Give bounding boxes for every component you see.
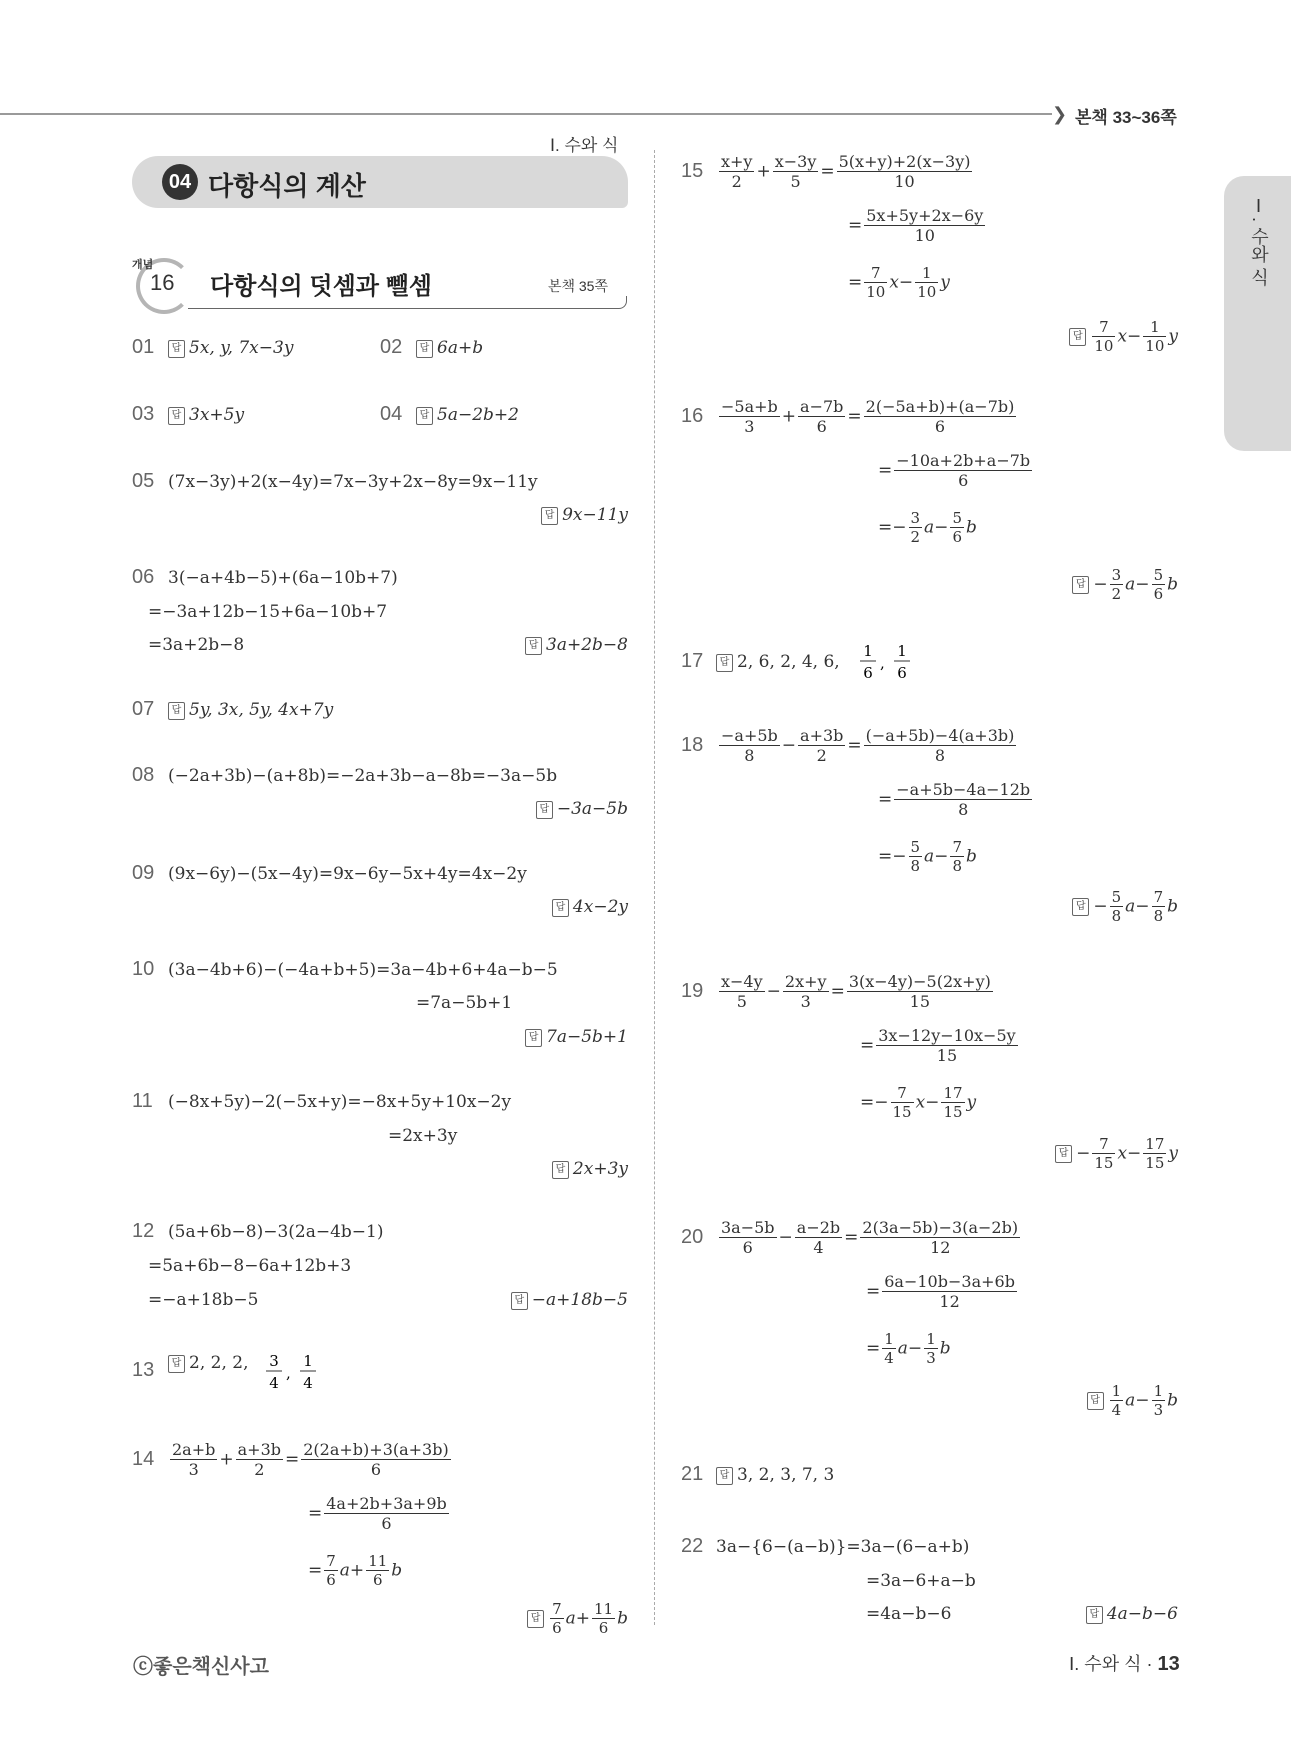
solution-line: = $\frac{-a+5b-4a-12b}{8}$ [878, 780, 1031, 819]
fraction-denominator: 15 [909, 992, 930, 1011]
problem-number: 06 [132, 566, 155, 588]
solution-line: = $\frac{3x-12y-10x-5y}{15}$ [860, 1026, 1016, 1065]
answer: 답 − $\frac{7}{15}$ x− $\frac{17}{15}$ y [1055, 1135, 1178, 1172]
solution-line: $\frac{-a+5b}{8}$ − $\frac{a+3b}{2}$ = $\frac{(-a+5b)-4(a+3b)}{8}$ [721, 726, 1015, 765]
concept-heading [132, 256, 628, 310]
fraction-denominator: 3 [926, 1349, 936, 1367]
fraction-numerator: a−7b [800, 397, 844, 416]
fraction-numerator: x−4y [721, 972, 763, 991]
answer [716, 1465, 834, 1485]
solution-line: =3a+2b−8 [148, 635, 245, 655]
answer-text: 7a−5b+1 [546, 1027, 628, 1047]
variable: b [617, 1608, 628, 1629]
fraction-numerator: 1 [884, 1330, 894, 1348]
fraction-numerator: 2(2a+b)+3(a+3b) [303, 1440, 449, 1459]
fraction-numerator: 3 [1111, 566, 1122, 584]
variable: b [965, 846, 977, 867]
solution-line: $\frac{x+y}{2}$ + $\frac{x-3y}{5}$ = $\frac{5(x+y)+2(x-3y)}{10}$ [721, 152, 971, 191]
solution-line: =−3a+12b−15+6a−10b+7 [148, 602, 388, 622]
fraction-numerator: 5 [1153, 566, 1164, 584]
fraction-denominator: 15 [1145, 1154, 1165, 1172]
answer-icon: 답 [541, 507, 558, 525]
answer [416, 338, 483, 358]
fraction-denominator: 4 [1111, 1401, 1122, 1419]
variable: b [965, 517, 977, 538]
answer [541, 505, 628, 525]
answer-text: 4x−2y [572, 897, 628, 917]
concept-ref: 본책 35쪽 [547, 278, 608, 294]
answer-text: 9x−11y [562, 505, 628, 525]
fraction-numerator: 3 [910, 509, 921, 527]
variable: x− [915, 1092, 940, 1113]
solution-line: = $\frac{1}{4}$ a− $\frac{1}{3}$ b [866, 1330, 951, 1367]
problem-number: 03 [132, 403, 155, 425]
variable: a− [1125, 896, 1150, 917]
solution-line: =− $\frac{5}{8}$ a− $\frac{7}{8}$ b [878, 838, 977, 875]
solution-line: = $\frac{7}{10}$ x− $\frac{1}{10}$ y [848, 264, 950, 301]
fraction-denominator: 5 [790, 172, 801, 191]
chapter-banner [132, 156, 628, 208]
solution-line: =2x+3y [388, 1126, 458, 1146]
page-number: 13 [1157, 1653, 1180, 1675]
variable: y [1168, 1143, 1178, 1164]
fraction-numerator: 6a−10b−3a+6b [884, 1272, 1015, 1291]
fraction-numerator: a−2b [796, 1218, 841, 1237]
fraction-numerator: 2x+y [784, 972, 827, 991]
answer-text: 2, 6, 2, 4, 6, [737, 652, 840, 672]
chapter-number: 04 [162, 164, 198, 200]
fraction-denominator: 6 [552, 1619, 562, 1637]
fraction-numerator: 2(−5a+b)+(a−7b) [865, 397, 1015, 416]
variable: y [1168, 326, 1178, 347]
fraction-numerator: −10a+2b+a−7b [896, 451, 1031, 470]
fraction-numerator: 5 [952, 509, 962, 527]
fraction-denominator: 8 [952, 857, 962, 875]
chapter-title: 다항식의 계산 [208, 171, 366, 201]
fraction-denominator: 3 [1153, 1401, 1164, 1419]
solution-line: = $\frac{7}{6}$ a+ $\frac{11}{6}$ b [308, 1552, 403, 1589]
concept-title: 다항식의 덧셈과 뺄셈 [210, 273, 432, 300]
fraction-denominator: 15 [936, 1046, 958, 1065]
answer-text: 2x+3y [572, 1159, 628, 1179]
solution-line: =− $\frac{3}{2}$ a− $\frac{5}{6}$ b [878, 509, 977, 546]
fraction-denominator: 4 [813, 1238, 824, 1257]
answer [552, 897, 628, 917]
solution-line: $\frac{-5a+b}{3}$ + $\frac{a-7b}{6}$ = $\frac{2(-5a+b)+(a-7b)}{6}$ [721, 397, 1015, 436]
problem-number: 17 [681, 650, 704, 672]
fraction-denominator: 3 [744, 417, 755, 436]
fraction-numerator: 7 [891, 1084, 914, 1103]
fraction-numerator: a+3b [237, 1440, 281, 1459]
answer-icon: 답 [168, 407, 185, 425]
fraction-numerator: 3a−5b [721, 1218, 775, 1237]
variable: y [940, 272, 950, 293]
fraction-numerator: 7 [1092, 318, 1115, 337]
fraction-numerator: 7 [1092, 1135, 1115, 1154]
variable: x− [1117, 1143, 1142, 1164]
variable: a− [924, 846, 949, 867]
answer [1086, 1604, 1178, 1624]
fraction-denominator: 12 [930, 1238, 951, 1257]
variable: b [1167, 1390, 1178, 1411]
problem-number: 13 [132, 1359, 155, 1381]
fraction-num: 1 [863, 642, 873, 660]
fraction-numerator: 1 [1143, 318, 1166, 337]
fraction-numerator: 5 [910, 838, 921, 856]
answer-text: 5a−2b+2 [437, 405, 519, 425]
variable: a+ [339, 1560, 365, 1581]
fraction-denominator: 6 [934, 417, 946, 436]
fraction-denominator: 10 [866, 283, 886, 301]
fraction-numerator: 7 [864, 264, 887, 283]
fraction-numerator: 11 [594, 1600, 614, 1618]
svg-text:,: , [880, 654, 885, 672]
solution-line: 3(−a+4b−5)+(6a−10b+7) [168, 568, 398, 588]
fraction-denominator: 6 [816, 417, 827, 436]
fraction-denominator: 6 [372, 1571, 383, 1589]
variable: a− [1125, 1390, 1150, 1411]
fraction-numerator: 5x+5y+2x−6y [866, 206, 984, 225]
fraction-denominator: 8 [744, 746, 755, 765]
variable: b [1167, 896, 1178, 917]
answer: 답 − $\frac{3}{2}$ a− $\frac{5}{6}$ b [1072, 566, 1178, 603]
variable: a+ [565, 1608, 591, 1629]
solution-line: =7a−5b+1 [416, 993, 513, 1013]
solution-line: =4a−b−6 [866, 1604, 952, 1624]
fraction-denominator: 3 [188, 1460, 199, 1479]
book-page-ref: 본책 33~36쪽 [1075, 108, 1177, 127]
answer [1069, 318, 1178, 355]
problem-number: 11 [132, 1090, 153, 1112]
fraction-denominator: 6 [742, 1238, 753, 1257]
answer-fractions [856, 638, 916, 688]
fraction-denominator: 8 [958, 800, 969, 819]
answer [168, 405, 244, 425]
fraction-numerator: 2a+b [172, 1440, 216, 1459]
solution-line: $\frac{2a+b}{3}$ + $\frac{a+3b}{2}$ = $\frac{2(2a+b)+3(a+3b)}{6}$ [172, 1440, 449, 1479]
answer-text: 5y, 3x, 5y, 4x+7y [189, 700, 334, 720]
answer-icon: 답 [1086, 1606, 1103, 1624]
answer-text: 6a+b [437, 338, 484, 358]
fraction-denominator: 6 [952, 528, 962, 546]
answer [416, 405, 519, 425]
answer-icon: 답 [527, 1610, 544, 1628]
answer-icon: 답 [168, 1355, 185, 1373]
solution-line: = $\frac{6a-10b-3a+6b}{12}$ [866, 1272, 1015, 1311]
variable: b [391, 1560, 403, 1581]
problem-number: 22 [681, 1535, 704, 1557]
fraction-denominator: 8 [1111, 907, 1122, 925]
svg-text:,: , [286, 1364, 291, 1382]
header-rule [0, 113, 1052, 115]
answer-icon: 답 [552, 1161, 569, 1179]
solution-line: (9x−6y)−(5x−4y)=9x−6y−5x+4y=4x−2y [168, 864, 527, 884]
answer [552, 1159, 628, 1179]
problem-number: 21 [681, 1463, 704, 1485]
fraction-denominator: 15 [892, 1103, 912, 1121]
problem-number: 10 [132, 958, 155, 980]
fraction-numerator: a+3b [800, 726, 844, 745]
fraction-denominator: 6 [326, 1571, 336, 1589]
fraction-denominator: 10 [917, 283, 937, 301]
fraction-numerator: 17 [1145, 1135, 1165, 1153]
fraction-denominator: 12 [939, 1292, 960, 1311]
column-divider [654, 150, 655, 1625]
fraction-numerator: 17 [943, 1084, 963, 1102]
answer-icon: 답 [536, 801, 553, 819]
fraction-numerator: 7 [1153, 888, 1164, 906]
fraction-denominator: 15 [943, 1103, 963, 1121]
variable: a− [1125, 574, 1150, 595]
fraction-denominator: 2 [731, 172, 742, 191]
variable: b [1167, 574, 1178, 595]
variable: y [966, 1092, 977, 1113]
fraction-numerator: −a+5b [721, 726, 778, 745]
footer-section: Ⅰ. 수와 식 · [1069, 1654, 1153, 1674]
footer-page [1069, 1650, 1180, 1676]
fraction-denominator: 10 [1094, 337, 1114, 355]
problem-number: 19 [681, 980, 704, 1002]
fraction-numerator: 3x−12y−10x−5y [878, 1026, 1016, 1045]
variable: x− [1117, 326, 1142, 347]
problem-number: 20 [681, 1226, 704, 1248]
variable: a− [924, 517, 949, 538]
solution-line: =3a−6+a−b [866, 1571, 976, 1591]
answer-icon: 답 [716, 654, 733, 672]
fraction-denominator: 6 [381, 1514, 392, 1533]
problem-number: 15 [681, 160, 704, 182]
fraction-denominator: 3 [800, 992, 811, 1011]
fraction-denominator: 6 [598, 1619, 609, 1637]
solution-line: = $\frac{-10a+2b+a-7b}{6}$ [878, 451, 1031, 490]
fraction-denominator: 8 [1153, 907, 1164, 925]
fraction-den: 6 [897, 664, 907, 682]
answer [511, 1290, 628, 1310]
answer-icon: 답 [525, 1029, 542, 1047]
answer [525, 1027, 628, 1047]
solution-line: $\frac{x-4y}{5}$ − $\frac{2x+y}{3}$ = $\frac{3(x-4y)-5(2x+y)}{15}$ [721, 972, 991, 1011]
concept-label: 개념 [132, 259, 154, 271]
fraction-denominator: 5 [736, 992, 747, 1011]
fraction-denominator: 8 [934, 746, 946, 765]
answer-text: 3, 2, 3, 7, 3 [737, 1465, 835, 1485]
solution-line: = $\frac{4a+2b+3a+9b}{6}$ [308, 1494, 447, 1533]
fraction-numerator: (−a+5b)−4(a+3b) [865, 726, 1015, 745]
variable: b [939, 1338, 951, 1359]
problem-number: 05 [132, 470, 155, 492]
fraction-denominator: 6 [1153, 585, 1164, 603]
fraction-numerator: 2(3a−5b)−3(a−2b) [862, 1218, 1019, 1237]
solution-line: =5a+6b−8−6a+12b+3 [148, 1256, 352, 1276]
solution-line: (3a−4b+6)−(−4a+b+5)=3a−4b+6+4a−b−5 [168, 960, 558, 980]
problem-number: 01 [132, 336, 155, 358]
solution-line: (7x−3y)+2(x−4y)=7x−3y+2x−8y=9x−11y [168, 472, 538, 492]
answer-icon: 답 [1055, 1145, 1072, 1163]
fraction-numerator: x−3y [774, 152, 817, 171]
answer-icon: 답 [1069, 328, 1086, 346]
fraction-numerator: 1 [1153, 1382, 1164, 1400]
problem-number: 18 [681, 734, 704, 756]
answer-icon: 답 [168, 340, 185, 358]
answer-text: 3a+2b−8 [546, 635, 628, 655]
solution-line: 3a−{6−(a−b)}=3a−(6−a+b) [716, 1537, 970, 1557]
answer-icon: 답 [1072, 898, 1089, 916]
fraction-numerator: 7 [326, 1552, 336, 1570]
fraction-num: 1 [897, 642, 907, 660]
answer-icon: 답 [511, 1292, 528, 1310]
fraction-denominator: 15 [1094, 1154, 1114, 1172]
side-tab[interactable] [1224, 176, 1291, 451]
answer-icon: 답 [416, 407, 433, 425]
answer [536, 799, 628, 819]
solution-line: (5a+6b−8)−3(2a−4b−1) [168, 1222, 384, 1242]
fraction-numerator: 5 [1111, 888, 1122, 906]
fraction-numerator: 1 [1111, 1382, 1122, 1400]
fraction-denominator: 10 [1145, 337, 1165, 355]
fraction-num: 1 [303, 1352, 313, 1370]
answer [716, 652, 840, 672]
fraction-denominator: 10 [894, 172, 915, 191]
answer [168, 338, 293, 358]
chevron-right-icon: ❯ [1052, 104, 1068, 125]
answer [525, 635, 628, 655]
fraction-denominator: 2 [910, 528, 921, 546]
answer-text: 4a−b−6 [1106, 1604, 1178, 1624]
fraction-numerator: 1 [915, 264, 938, 283]
problem-number: 16 [681, 405, 704, 427]
answer [527, 1600, 628, 1637]
fraction-denominator: 2 [816, 746, 827, 765]
fraction-numerator: 7 [952, 838, 962, 856]
problem-number: 02 [380, 336, 403, 358]
solution-line: = $\frac{5x+5y+2x-6y}{10}$ [848, 206, 984, 245]
fraction-numerator: 5(x+y)+2(x−3y) [838, 152, 971, 171]
solution-line: $\frac{3a-5b}{6}$ − $\frac{a-2b}{4}$ = $\frac{2(3a-5b)-3(a-2b)}{12}$ [721, 1218, 1019, 1257]
solution-line: (−8x+5y)−2(−5x+y)=−8x+5y+10x−2y [168, 1092, 512, 1112]
answer-fractions [262, 1348, 322, 1398]
answer-icon: 답 [552, 899, 569, 917]
fraction-numerator: 1 [926, 1330, 936, 1348]
problem-number: 12 [132, 1220, 155, 1242]
fraction-denominator: 8 [910, 857, 921, 875]
fraction-denominator: 4 [884, 1349, 894, 1367]
fraction-denominator: 2 [254, 1460, 265, 1479]
fraction-denominator: 10 [914, 226, 935, 245]
answer [168, 700, 333, 720]
problem-number: 08 [132, 764, 155, 786]
answer-icon: 답 [716, 1467, 733, 1485]
solution-line: =− $\frac{7}{15}$ x− $\frac{17}{15}$ y [860, 1084, 977, 1121]
problem-number: 07 [132, 698, 155, 720]
problem-number: 14 [132, 1448, 155, 1470]
answer-text: 5x, y, 7x−3y [189, 338, 294, 358]
publisher-credit: ⓒ좋은책신사고 [133, 1656, 269, 1678]
fraction-den: 4 [269, 1374, 279, 1392]
fraction-numerator: 11 [368, 1552, 388, 1570]
answer-text: 3x+5y [189, 405, 245, 425]
answer [1087, 1382, 1178, 1419]
solution-line: (−2a+3b)−(a+8b)=−2a+3b−a−8b=−3a−5b [168, 766, 558, 786]
side-tab-label: Ⅰ. 수와 식 [1249, 196, 1269, 287]
variable: x− [889, 272, 914, 293]
fraction-numerator: 3(x−4y)−5(2x+y) [848, 972, 991, 991]
fraction-den: 4 [303, 1374, 313, 1392]
fraction-denominator: 2 [1111, 585, 1122, 603]
fraction-num: 3 [269, 1352, 279, 1370]
problem-number: 09 [132, 862, 155, 884]
answer: 답 − $\frac{5}{8}$ a− $\frac{7}{8}$ b [1072, 888, 1178, 925]
answer-text: −3a−5b [556, 799, 628, 819]
answer-icon: 답 [168, 702, 185, 720]
answer-icon: 답 [416, 340, 433, 358]
section-label: Ⅰ. 수와 식 [550, 136, 619, 155]
fraction-denominator: 6 [370, 1460, 382, 1479]
solution-line: =−a+18b−5 [148, 1290, 259, 1310]
problem-number: 04 [380, 403, 403, 425]
answer [168, 1353, 248, 1373]
concept-number: 16 [150, 270, 175, 295]
answer-icon: 답 [1087, 1392, 1104, 1410]
answer-icon: 답 [1072, 576, 1089, 594]
answer-icon: 답 [525, 637, 542, 655]
answer-text: 2, 2, 2, [189, 1353, 249, 1373]
fraction-numerator: 7 [552, 1600, 562, 1618]
concept-underline [188, 296, 627, 309]
variable: a− [897, 1338, 923, 1359]
fraction-numerator: 4a+2b+3a+9b [326, 1494, 447, 1513]
fraction-numerator: x+y [721, 152, 753, 171]
fraction-denominator: 6 [958, 471, 969, 490]
fraction-numerator: −a+5b−4a−12b [896, 780, 1031, 799]
fraction-numerator: −5a+b [721, 397, 778, 416]
answer-text: −a+18b−5 [531, 1290, 628, 1310]
fraction-den: 6 [863, 664, 873, 682]
